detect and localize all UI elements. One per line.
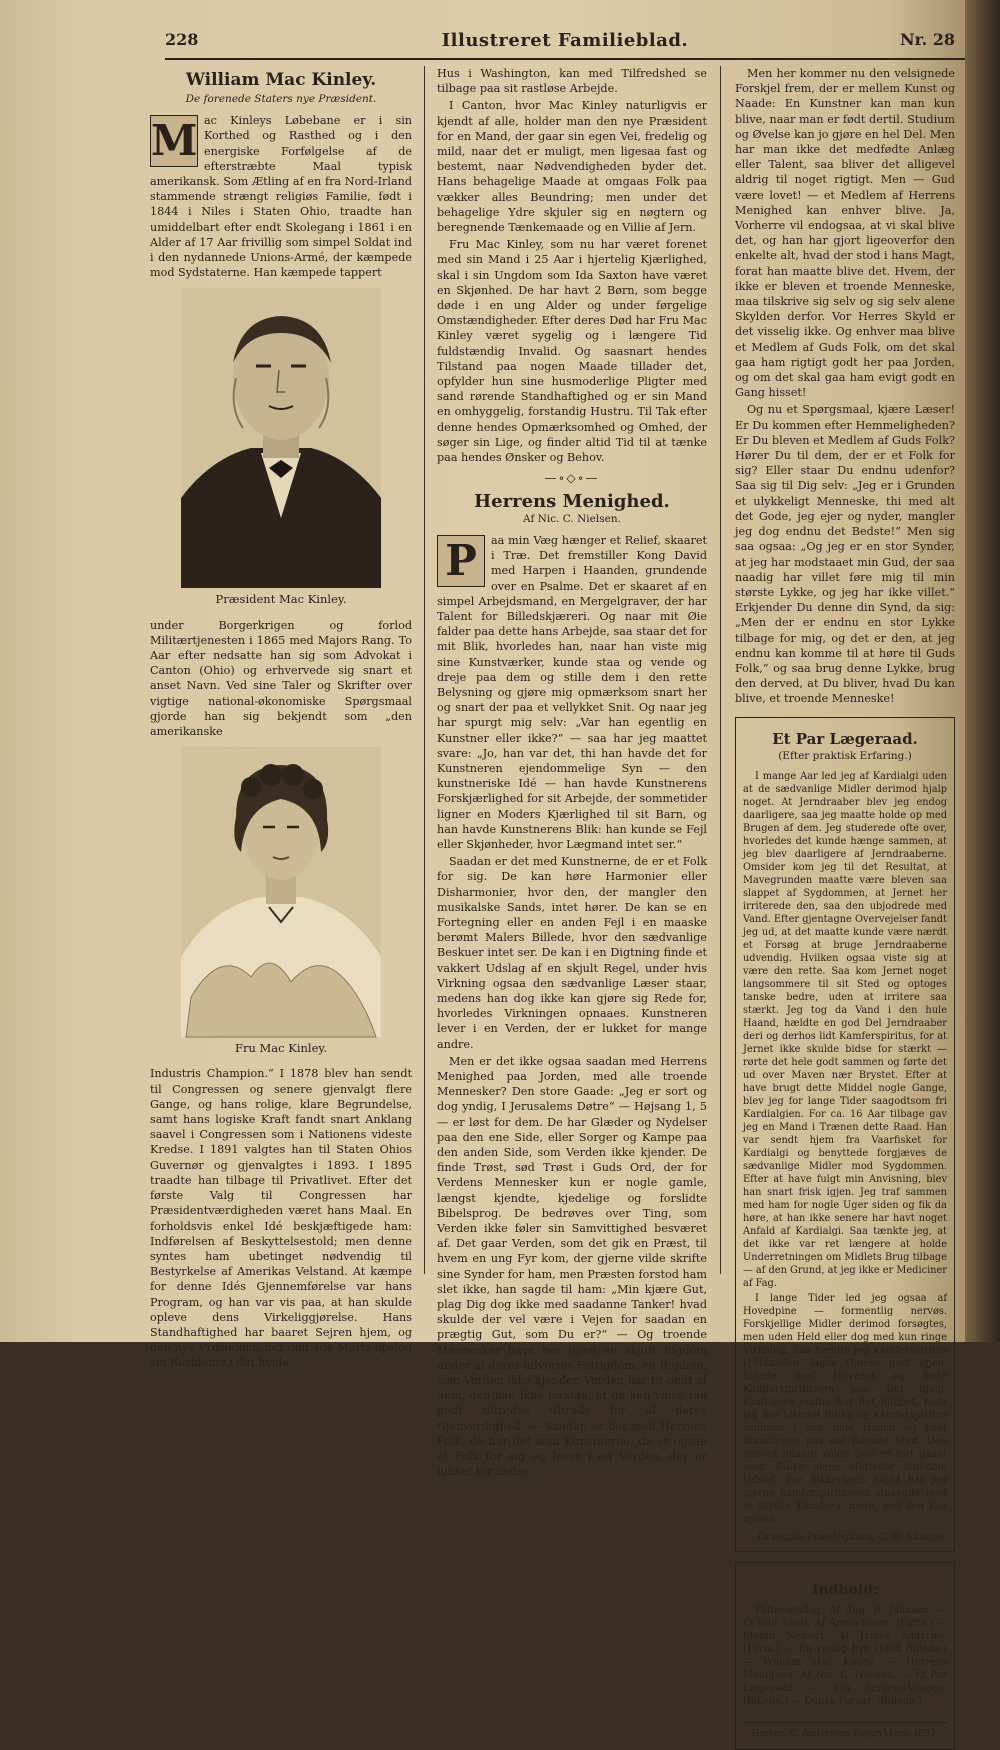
journal-title: Illustreret Familieblad. xyxy=(441,30,689,51)
portrait-caption: Fru Mac Kinley. xyxy=(234,1041,328,1056)
portrait-caption: Præsident Mac Kinley. xyxy=(215,592,347,607)
advice-box xyxy=(735,717,955,1553)
article-title: William Mac Kinley. xyxy=(185,70,377,90)
page-number: 228 xyxy=(165,30,199,49)
paragraph xyxy=(150,113,412,280)
column-rule xyxy=(720,66,721,1274)
column-1 xyxy=(150,66,412,1370)
page-header xyxy=(165,30,965,60)
article-title: Herrens Menighed. xyxy=(474,491,670,513)
column-2 xyxy=(437,66,707,1479)
paragraph: Og nu et Spørgsmaal, kjære Læser! Er Du kommen efter Hemmeligheden? Er Du bleven et Medlem af Guds Folk? Hører Du til dem, der er et Folk for sig? Eller staar Du endnu udenfor? Saa sig til Dig selv: „Jeg er i Grunden et ulykkeligt Menneske, thi med alt det Gode, jeg ejer og nyder, mangler jeg dog endnu det Bedste!“ Men sig saa ogsaa: „Og jeg er en stor Synder, at jeg har modstaaet min Gud, der saa naadig har villet føre mig til min største Lykke, og jeg har ikke villet.“ Erkjender Du denne din Synd, da sig: „Men der er endnu en stor Lykke tilbage for mig, og det er den, at jeg endnu kan komme til at høre til Guds Folk,“ og saa brug denne Lykke, brug den derved, at Du bliver, hvad Du kan blive, et troende Menneske! xyxy=(735,403,955,706)
paragraph: I mange Aar led jeg af Kardialgi uden at de sædvanlige Midler derimod hjalp noget. At Jerndraaber blev jeg endog daarligere, saa jeg maatte holde op med Brugen af dem. Jeg studerede ofte over, hvorledes det kunde hænge sammen, at jeg blev daarligere af Jerndraaberne. Omsider kom jeg til det Resultat, at Mavegrunden maatte være bleven saa slappet af Sygdommen, at Jernet her irriterede den, saa den ubjodrede med Vand. Efter gjentagne Overvejelser fandt jeg ud, at det maatte kunde være nærdt et Forsøg at bruge Jerndraaberne udvendig. Hvilken ogsaa viste sig at være den rette. Saa kom Jernet noget langsommere til sit Sted og optoges tanske bedre, uden at irritere saa stærkt. Jeg tog da Vand i den hule Haand, hældte en god Del Jerndraaber deri og derhos lidt Kamferspiritus, for at Jernet ikke skulde bidse for stærkt — rørte det hele godt sammen og førte det ud over Maven nær Brystet. Efter at have brugt dette Middel nogle Gange, blev jeg for lange Tider saagodtsom fri Kardialgien. For ca. 16 Aar tilbage gav jeg en Mand i Trænen dette Raad. Han var sendt hjem fra Vaarfisket for Kardialgi og benyttede forgjæves de sædvanlige Midler mod Sygdommen. Efter at have fulgt min Anvisning, blev han snart frisk igjen. Jeg traf sammen med ham for nogle Uger siden og fik da høre, at han ikke senere har havt noget Anfald af Kardialgi. Saa tænkte jeg, at det ikke var ret længere at holde Underretningen om Midlets Brug tilbage — af den Grund, at jeg ikke er Mediciner af Fag. xyxy=(743,770,947,1289)
article-byline: Af Nic. C. Nielsen. xyxy=(523,512,621,525)
paragraph: I lange Tider led jeg ogsaa af Hovedpine — formentlig nervøs. Forskjellige Midler derimod forsøgtes, men uden Held eller dog med kun ringe Virkning. Saa hældte jeg Kamferspiritus i Haanden, lagde Øjnene godt igjen, ludede med Hovedet og førte Kamferspiritussen paa. Det hjalp. Kraftigere endnu har det hjulpet, naar jeg har blandet Edike og Kamferspiritus sammen i den hule Haand og havt Blandingen paa det lidende Sted. Den derved iblandt volde Svie er fort gaaet over. Edike alene eferlader stundom Udslet. For Sikkerheds Skyld har jeg gjerne kamferspiritussen staaende med et Stykke Kamfer i, mere, end den kan opløse. xyxy=(743,1292,947,1525)
column-3 xyxy=(735,66,955,1740)
paragraph: I Canton, hvor Mac Kinley naturligvis er kjendt af alle, holder man den nye Præsident for en Mand, der gaar sin egen Vei, fredelig og mild, naar det er muligt, men ligesaa fast og bestemt, naar Nødvendigheden byder det. Hans behagelige Maade at omgaas Folk paa vækker alles Beundring; men under det behagelige Ydre skjuler sig en nøgtern og beregnende Tænkemaade og en Villie af Jern. xyxy=(437,99,707,235)
paragraph xyxy=(437,533,707,852)
paragraph-text: ac Kinleys Løbebane er i sin Korthed og Rasthed og i den energiske Forfølgelse af de efterstræbte Maal typisk amerikansk. Som Ætling af en fra Nord-Irland stammende strængt religiøs Familie, født i 1844 i Niles i Staten Ohio, traadte han umiddelbart efter endt Skolegang i 1861 i en Alder af 17 Aar frivillig som simpel Soldat ind i den nydannede Unions-Armé, der kæmpede mod Sydstaterne. Han kæmpede tappert xyxy=(150,114,412,280)
box-title: Et Par Lægeraad. xyxy=(772,729,918,748)
ornament-divider: —∘◇∘— xyxy=(544,471,600,486)
paragraph: Industris Champion.“ I 1878 blev han sendt til Congressen og senere gjenvalgt flere Gange, og hans rolige, klare Begrundelse, samt hans logiske Kraft fandt snart Anklang saavel i Congressen som i Nationens videste Kredse. I 1891 valgtes han til Staten Ohios Guvernør og gjenvalgtes i 1893. I 1895 traadte han tilbage til Privatlivet. Efter det første Valg til Congressen har Præsidentværdigheden været hans Maal. En forholdsvis enkel Idé beskjæftigede ham: Indførelsen af Beskyttelsestold; men denne syntes ham ubetinget nødvendig til Bestyrkelse af Amerikas Velstand. At kæmpe for denne Idés Gjennemførelse var hans Program, og han var vis paa, at han skulde opleve dens Virkeliggjørelse. Hans Standhaftighed har baaret Sejren hjem, og den nye Præsident, der den 4de Marts opslog sin Residents i det hvide xyxy=(150,1067,412,1370)
portrait-mac-kinley xyxy=(181,288,381,588)
paragraph: Hus i Washington, kan med Tilfredshed se tilbage paa sit rastløse Arbejde. xyxy=(437,67,707,96)
contents-list: Palmesøndag. Af Aug. B. Jahnsen. — Et tabt Ideal. Af Annie Swan. (Forts.) — Stefen Nemort. Af James Adderley. (Forts.) — En venlig Fyr. (Med Billede.) — William Mac Kinley. — Herrens Menighed. Af Nic. C. Nielsen. — Et Par Lægeraad. — Fra Bergens-Vaagen. (Billede.) — Dansk Foraar. (Billede.) xyxy=(743,1605,947,1708)
portrait-fru-mac-kinley xyxy=(181,747,381,1037)
paragraph: Men er det ikke ogsaa saadan med Herrens Menighed paa Jorden, med alle troende Mennesker? Den store Gaade: „Jeg er sort og dog yndig, I Jerusalems Døtre“ — Højsang 1, 5 — er løst for dem. De har Glæder og Nydelser paa den ene Side, eller Sorger og Kampe paa den anden Side, som Verden ikke kjender. De finde Trøst, sød Trøst i Guds Ord, der for Verdens Mennesker kun er nogle gamle, længst kjendte, kjedelige og forslidte Bibelsprog. De bedrøves over Ting, som Verden ikke føler sin Samvittighed besværet af. Det gaar Verden, som det gik en Præst, til hvem en ung Fyr kom, der gjerne vilde skrifte sine Synder for ham, men Præsten forstod ham slet ikke, han sagde til ham: „Min kjære Gut, plag Dig dog ikke med saadanne Tanker! hvad skulde der vel være i Vejen for saadan en prægtig Gut, som Du er?“ — Og troende Mennesker have her igjen en skjult Rigdom under al deres udvortes Fattigdom, en Rigdom, som Verden ikke kjender. Verden har tit ondt af dem, den kan ikke forstaa, at de kan være saa godt tilfredse tiltrods for al deres Gjenvordighed. — Saadan er det med Herrens Folk, de har det som Kunstnerne, de er ogsaa et Folk for sig og lever i en Verden, der er lukket for andre. xyxy=(437,1054,707,1479)
book-spine-edge xyxy=(965,0,1000,1342)
box-subtitle: (Efter praktisk Erfaring.) xyxy=(778,749,912,762)
paragraph: Men her kommer nu den velsignede Forskjel frem, der er mellem Kunst og Naade: En Kunstner kan man kun blive, naar man er født dertil. Studium og Øvelse kan jo gjøre en hel Del. Men har man ikke det medfødte Anlæg eller Talent, saa bliver det alligevel aldrig til noget rigtigt. Men — Gud være lovet! — et Medlem af Herrens Menighed kan enhver blive. Ja, Vorherre vil endogsaa, at vi skal blive det, og han har gjort ligeoverfor den enkelte alt, hvad der stod i hans Magt, forat han maatte blive det. Hvem, der ikke er bleven et troende Menneske, maa tilskrive sig selv og sig selv alene Skylden derfor. Vor Herres Skyld er det visselig ikke. Og enhver maa blive et Medlem af Guds Folk, om det skal gaa ham rigtigt godt her paa Jorden, og om det skal gaa ham evigt godt en Gang hisset! xyxy=(735,67,955,400)
printer-line: Horten, C. Andersens Bogtrykkeri. 1897. xyxy=(743,1722,947,1742)
drop-cap: M xyxy=(151,116,198,166)
paragraph: Fru Mac Kinley, som nu har været forenet med sin Mand i 25 Aar i hjertelig Kjærlighed, skal i sin Ungdom som Ida Saxton have været en Skjønhed. De har havt 2 Børn, som begge døde i en ung Alder og under førgelige Omstændigheder. Efter deres Død har Fru Mac Kinley været sygelig og i længere Tid fuldstændig Invalid. Og saasnart hendes Tilstand paa nogen Maade tillader det, opfylder hun sine husmoderlige Pligter med sand rørende Standhaftighed og er sin Mand en omhyggelig, forstandig Hustru. Til Tak efter denne hendes Opmærksomhed og Omhed, der søger sin Lige, og finder altid Tid til at tænke paa hendes Ønsker og Behov. xyxy=(437,238,707,465)
signature: Orkedals Præstegaard. C. D. Skauge. xyxy=(757,1531,947,1543)
drop-cap: P xyxy=(437,535,485,587)
column-rule xyxy=(424,66,425,1274)
contents-title: Indhold: xyxy=(811,1582,879,1599)
issue-number: Nr. 28 xyxy=(900,30,955,49)
paragraph: under Borgerkrigen og forlod Militærtjenesten i 1865 med Majors Rang. To Aar efter nedsatte han sig som Advokat i Canton (Ohio) og erhvervede sig snart et anset Navn. Ved sine Taler og Skrifter over vigtige national-økonomiske Spørgsmaal gjorde han sig bekjendt som „den amerikanske xyxy=(150,618,412,739)
paragraph: Saadan er det med Kunstnerne, de er et Folk for sig. De kan høre Harmonier eller Disharmonier, hvor den, der mangler den musikalske Sands, intet hører. De kan se en Fortegning eller en anden Fejl i en maaske berømt Malers Billede, hvor den sædvanlige Beskuer intet ser. De kan i en Digtning finde et vakkert Udslag af en skjult Regel, under hvis Virkning ogsaa den sædvanlige Læser staar, medens han dog ikke kan gjøre sig Rede for, hvorledes Virkningen opnaaes. Kunstneren lever i en Verden, der er lukket for mange andre. xyxy=(437,855,707,1051)
contents-box xyxy=(735,1562,955,1749)
paragraph-text: aa min Væg hænger et Relief, skaaret i Træ. Det fremstiller Kong David med Harpen i Haanden, grundende over en Psalme. Det er skaaret af en simpel Arbejdsmand, en Mergelgraver, der har Talent for Billedskjæreri. Og naar mit Øie falder paa dette hans Arbejde, saa staar det for mit Blik, hvorledes han, naar han viste mig sine Kunstværker, kunde staa og vende og dreje paa dem og stille dem i den rette Belysning og gjøre mig opmærksom snart her og snart der paa et vellykket Snit. Og naar jeg har spurgt mig selv: „Var han egentlig en Kunstner eller ikke?“ — saa har jeg maattet svare: „Jo, han var det, thi han havde det for Kunstneren ejendommelige Syn — den kunstneriske Idé — han havde Kunstnerens Forskjærlighed for sit Arbejde, der sommetider ligner en Moders Kjærlighed til sit Barn, og han havde Kunstnerens Blik: han kunde se Fejl eller Skjønheder, hvor Lægmand intet ser.“ xyxy=(437,533,707,851)
article-subtitle: De forenede Staters nye Præsident. xyxy=(185,93,377,105)
